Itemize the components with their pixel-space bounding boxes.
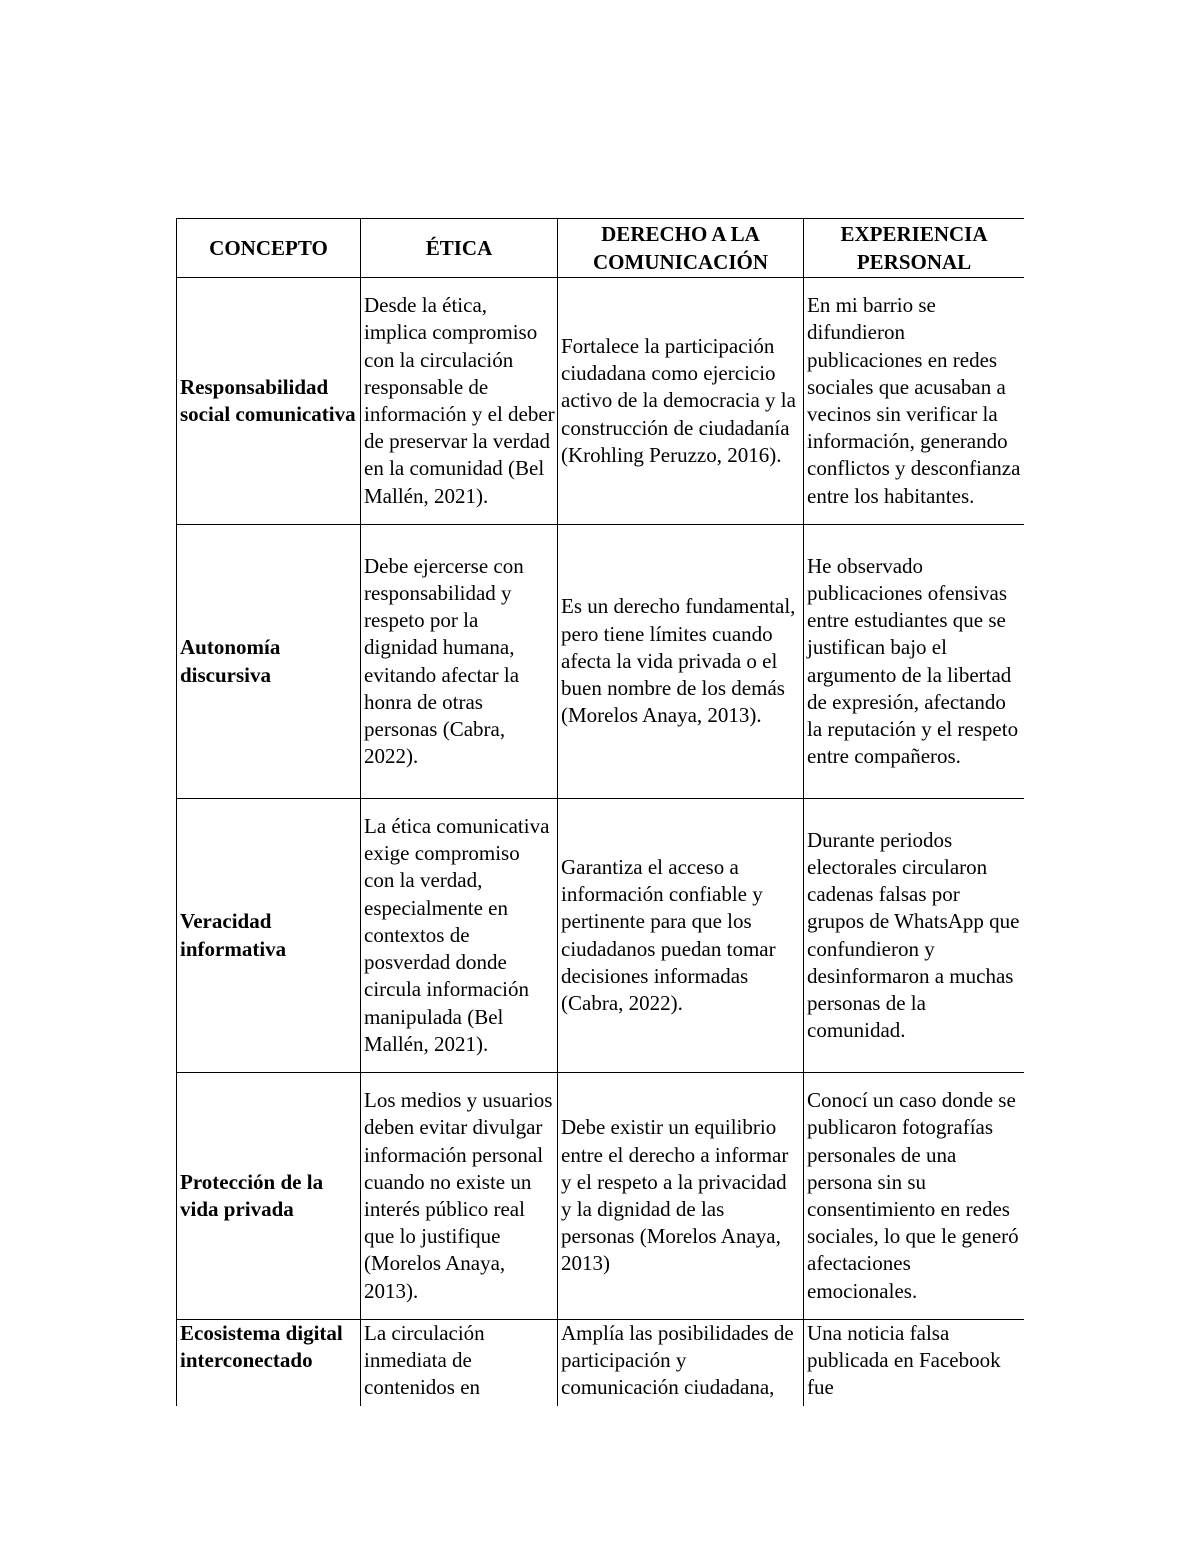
etica-cell: La ética comunicativa exige compromiso con la verdad, especialmente en contextos de posverdad donde circula información manipulada (Bel Mallén, 2021). [361, 799, 558, 1073]
experiencia-cell: En mi barrio se difundieron publicaciones en redes sociales que acusaban a vecinos sin verificar la información, generando conflictos y desconfianza entre los habitantes. [804, 278, 1025, 525]
derecho-cell: Debe existir un equilibrio entre el derecho a informar y el respeto a la privacidad y la dignidad de las personas (Morelos Anaya, 2013) [558, 1073, 804, 1320]
table-row [177, 278, 1025, 525]
concept-cell: Veracidad informativa [177, 799, 361, 1073]
derecho-cell: Amplía las posibilidades de participación y comunicación ciudadana, [558, 1320, 804, 1407]
derecho-cell: Fortalece la participación ciudadana como ejercicio activo de la democracia y la construcción de ciudadanía (Krohling Peruzzo, 2016). [558, 278, 804, 525]
header-derecho: DERECHO A LA COMUNICACIÓN [558, 219, 804, 278]
concept-cell: Protección de la vida privada [177, 1073, 361, 1320]
derecho-cell: Es un derecho fundamental, pero tiene límites cuando afecta la vida privada o el buen nombre de los demás (Morelos Anaya, 2013). [558, 525, 804, 799]
etica-cell: Los medios y usuarios deben evitar divulgar información personal cuando no existe un interés público real que lo justifique (Morelos Anaya, 2013). [361, 1073, 558, 1320]
concept-cell: Ecosistema digital interconectado [177, 1320, 361, 1407]
experiencia-cell: Conocí un caso donde se publicaron fotografías personales de una persona sin su consentimiento en redes sociales, lo que le generó afectaciones emocionales. [804, 1073, 1025, 1320]
table-row [177, 525, 1025, 799]
derecho-cell: Garantiza el acceso a información confiable y pertinente para que los ciudadanos puedan tomar decisiones informadas (Cabra, 2022). [558, 799, 804, 1073]
table-row [177, 799, 1025, 1073]
etica-cell: Desde la ética, implica compromiso con la circulación responsable de información y el deber de preservar la verdad en la comunidad (Bel Mallén, 2021). [361, 278, 558, 525]
header-concepto: CONCEPTO [177, 219, 361, 278]
concept-table [176, 218, 1024, 1406]
concept-cell: Autonomía discursiva [177, 525, 361, 799]
table-row [177, 1073, 1025, 1320]
experiencia-cell: He observado publicaciones ofensivas entre estudiantes que se justifican bajo el argumento de la libertad de expresión, afectando la reputación y el respeto entre compañeros. [804, 525, 1025, 799]
header-etica: ÉTICA [361, 219, 558, 278]
table-row [177, 1320, 1025, 1407]
concept-cell: Responsabilidad social comunicativa [177, 278, 361, 525]
experiencia-cell: Una noticia falsa publicada en Facebook fue [804, 1320, 1025, 1407]
etica-cell: La circulación inmediata de contenidos en [361, 1320, 558, 1407]
experiencia-cell: Durante periodos electorales circularon cadenas falsas por grupos de WhatsApp que confundieron y desinformaron a muchas personas de la comunidad. [804, 799, 1025, 1073]
table-header-row [177, 219, 1025, 278]
table-container [176, 218, 1024, 1406]
etica-cell: Debe ejercerse con responsabilidad y respeto por la dignidad humana, evitando afectar la honra de otras personas (Cabra, 2022). [361, 525, 558, 799]
header-experiencia: EXPERIENCIA PERSONAL [804, 219, 1025, 278]
